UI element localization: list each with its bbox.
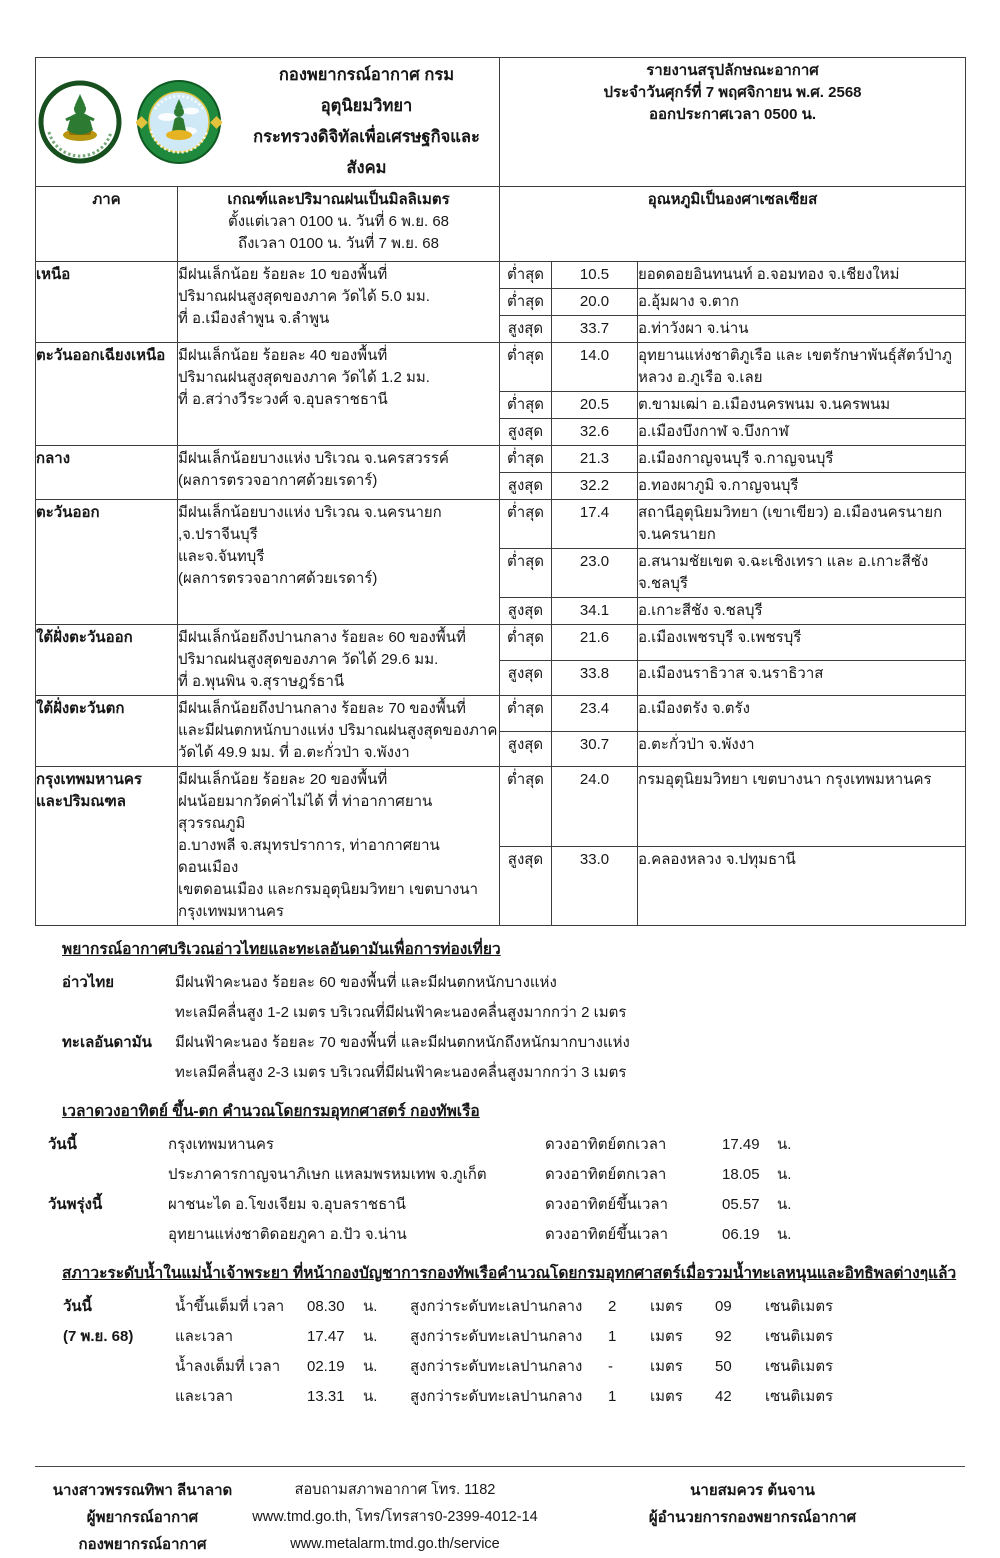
water-item: และเวลา: [175, 1328, 234, 1345]
water-day-label: วันนี้: [63, 1298, 92, 1315]
temp-value: 32.6: [552, 419, 638, 446]
sun-event: ดวงอาทิตย์ขึ้นเวลา: [545, 1196, 669, 1213]
sun-row: [48, 1160, 965, 1190]
rain-summary: [178, 767, 500, 926]
water-cm-unit: เซนติเมตร: [765, 1358, 834, 1375]
temp-location: อ.เกาะสีชัง จ.ชลบุรี: [638, 598, 966, 625]
water-row: [63, 1382, 965, 1412]
rain-line: มีฝนเล็กน้อย ร้อยละ 20 ของพื้นที่: [178, 771, 388, 788]
weather-summary-table: [35, 57, 966, 926]
rain-line: ปริมาณฝนสูงสุดของภาค วัดได้ 5.0 มม.: [178, 288, 430, 305]
temp-value: 23.4: [552, 696, 638, 732]
report-title-cell: [500, 58, 966, 187]
temp-type: ต่ำสุด: [500, 500, 552, 549]
temp-location: อ.เมืองนราธิวาส จ.นราธิวาส: [638, 660, 966, 696]
sun-section-heading: เวลาดวงอาทิตย์ ขึ้น-ตก คำนวณโดยกรมอุทกศาสตร์ กองทัพเรือ: [62, 1103, 480, 1120]
temp-value: 32.2: [552, 473, 638, 500]
water-meters-unit: เมตร: [650, 1388, 683, 1405]
rain-line: ที่ อ.พุนพิน จ.สุราษฎร์ธานี: [178, 673, 345, 690]
rain-summary: [178, 343, 500, 446]
temp-location: อ.สนามชัยเขต จ.ฉะเชิงเทรา และ อ.เกาะสีชัง จ.ชลบุรี: [638, 549, 966, 598]
temp-type: ต่ำสุด: [500, 549, 552, 598]
water-cm: 92: [715, 1328, 732, 1345]
org-title-line1: กองพยากรณ์อากาศ กรมอุตุนิยมวิทยา: [278, 66, 455, 115]
forecaster-name: นางสาวพรรณทิพา ลีนาลาด: [52, 1482, 233, 1499]
sun-day-label: วันพรุ่งนี้: [48, 1196, 103, 1213]
org-cell: [36, 58, 500, 187]
sea-area-label: [62, 998, 175, 1028]
water-meters: 2: [608, 1298, 617, 1315]
temp-location: กรมอุตุนิยมวิทยา เขตบางนา กรุงเทพมหานคร: [638, 767, 966, 847]
temp-location: ต.ขามเฒ่า อ.เมืองนครพนม จ.นครพนม: [638, 392, 966, 419]
sea-forecast-text: มีฝนฟ้าคะนอง ร้อยละ 70 ของพื้นที่ และมีฝนตกหนักถึงหนักมากบางแห่ง: [175, 1034, 630, 1051]
sun-day-label: [48, 1220, 168, 1250]
water-time-unit: น.: [363, 1328, 378, 1345]
sun-day-label: วันนี้: [48, 1136, 77, 1153]
report-title: รายงานสรุปลักษณะอากาศ: [646, 62, 819, 79]
rain-line: มีฝนเล็กน้อยถึงปานกลาง ร้อยละ 60 ของพื้นที่: [178, 629, 466, 646]
region-name-line: กรุงเทพมหานคร: [36, 771, 142, 788]
sea-forecast-section: [35, 938, 965, 1088]
sun-row: [48, 1190, 965, 1220]
temp-value: 20.0: [552, 289, 638, 316]
water-meters-unit: เมตร: [650, 1298, 683, 1315]
sun-time-unit: น.: [777, 1166, 792, 1183]
temp-type: ต่ำสุด: [500, 446, 552, 473]
temp-value: 30.7: [552, 731, 638, 767]
column-header-row: [36, 187, 966, 262]
sun-time: 18.05: [722, 1166, 760, 1183]
rain-line: เขตดอนเมือง และกรมอุตุนิยมวิทยา เขตบางนา: [178, 881, 479, 898]
rain-line: ที่ อ.สว่างวีระวงศ์ จ.อุบลราชธานี: [178, 391, 388, 408]
temp-value: 10.5: [552, 262, 638, 289]
rain-line: (ผลการตรวจอากาศด้วยเรดาร์): [178, 472, 378, 489]
sun-row: [48, 1130, 965, 1160]
ministry-digital-economy-logo: [36, 78, 124, 166]
temp-location: อ.ทองผาภูมิ จ.กาญจนบุรี: [638, 473, 966, 500]
sun-place: ประภาคารกาญจนาภิเษก แหลมพรหมเทพ จ.ภูเก็ต: [168, 1166, 487, 1183]
sun-day-label: [48, 1160, 168, 1190]
sun-place: อุทยานแห่งชาติดอยภูคา อ.ปัว จ.น่าน: [168, 1226, 407, 1243]
temp-type: ต่ำสุด: [500, 625, 552, 661]
temp-value: 33.7: [552, 316, 638, 343]
water-day-label: [63, 1352, 175, 1382]
temp-type: สูงสุด: [500, 419, 552, 446]
region-name: กลาง: [36, 446, 178, 500]
water-time-unit: น.: [363, 1388, 378, 1405]
water-day-label: (7 พ.ย. 68): [63, 1328, 134, 1345]
header-row: [36, 58, 966, 187]
sun-time-unit: น.: [777, 1196, 792, 1213]
director-name: นายสมควร ต้นจาน: [690, 1482, 815, 1499]
rain-header-line2: ตั้งแต่เวลา 0100 น. วันที่ 6 พ.ย. 68: [227, 213, 450, 230]
report-issue-time: ออกประกาศเวลา 0500 น.: [648, 106, 817, 123]
rain-line: มีฝนเล็กน้อยถึงปานกลาง ร้อยละ 70 ของพื้นที่: [178, 700, 466, 717]
sea-row: [62, 1028, 965, 1058]
temp-location: อ.คลองหลวง จ.ปทุมธานี: [638, 846, 966, 926]
table-row: [36, 343, 966, 392]
forecaster-division: กองพยากรณ์อากาศ: [78, 1536, 207, 1553]
temp-type: ต่ำสุด: [500, 392, 552, 419]
temp-location: อ.เมืองกาญจนบุรี จ.กาญจนบุรี: [638, 446, 966, 473]
water-cm-unit: เซนติเมตร: [765, 1388, 834, 1405]
rain-line: ที่ อ.เมืองลำพูน จ.ลำพูน: [178, 310, 330, 327]
rain-line: ฝนน้อยมากวัดค่าไม่ได้ ที่ ท่าอากาศยานสุวรรณภูมิ: [178, 793, 433, 832]
rain-summary: [178, 262, 500, 343]
temperature-column-header: อุณหภูมิเป็นองศาเซลเซียส: [500, 187, 966, 262]
rain-line: มีฝนเล็กน้อย ร้อยละ 10 ของพื้นที่: [178, 266, 388, 283]
rain-summary: [178, 500, 500, 625]
org-title-line2: กระทรวงดิจิทัลเพื่อเศรษฐกิจและสังคม: [253, 128, 480, 177]
temp-value: 33.8: [552, 660, 638, 696]
sun-event: ดวงอาทิตย์ขึ้นเวลา: [545, 1226, 669, 1243]
region-name: ใต้ฝั่งตะวันตก: [36, 696, 178, 767]
temp-location: อ.เมืองเพชรบุรี จ.เพชรบุรี: [638, 625, 966, 661]
temp-value: 24.0: [552, 767, 638, 847]
temp-location: อ.อุ้มผาง จ.ตาก: [638, 289, 966, 316]
temp-type: สูงสุด: [500, 660, 552, 696]
sea-area-label: อ่าวไทย: [62, 974, 115, 991]
rain-line: มีฝนเล็กน้อย ร้อยละ 40 ของพื้นที่: [178, 347, 388, 364]
meteorological-department-logo: [136, 79, 222, 165]
water-row: [63, 1352, 965, 1382]
temp-location: อุทยานแห่งชาติภูเรือ และ เขตรักษาพันธุ์สัตว์ป่าภูหลวง อ.ภูเรือ จ.เลย: [638, 343, 966, 392]
water-time-unit: น.: [363, 1358, 378, 1375]
table-row: [36, 446, 966, 473]
rain-column-header: [178, 187, 500, 262]
water-time: 08.30: [307, 1298, 345, 1315]
temp-location: ยอดดอยอินทนนท์ อ.จอมทอง จ.เชียงใหม่: [638, 262, 966, 289]
weather-report-document: [35, 0, 965, 1558]
rain-line: วัดได้ 49.9 มม. ที่ อ.ตะกั่วป่า จ.พังงา: [178, 744, 410, 761]
region-name: ตะวันออกเฉียงเหนือ: [36, 343, 178, 446]
sun-time: 17.49: [722, 1136, 760, 1153]
water-cm: 09: [715, 1298, 732, 1315]
table-row: [36, 500, 966, 549]
footer-director: [540, 1477, 965, 1558]
temp-value: 21.6: [552, 625, 638, 661]
water-day-label: [63, 1382, 175, 1412]
sea-area-label: [62, 1058, 175, 1088]
water-section-heading: สภาวะระดับน้ำในแม่น้ำเจ้าพระยา ที่หน้ากองบัญชาการกองทัพเรือคำนวณโดยกรมอุทกศาสตร์เมื่อรวมน้ำทะเลหนุนและอิทธิพลต่างๆแล้ว: [62, 1265, 957, 1282]
table-row: [36, 625, 966, 661]
rain-summary: [178, 625, 500, 696]
sun-event: ดวงอาทิตย์ตกเวลา: [545, 1166, 667, 1183]
water-time-unit: น.: [363, 1298, 378, 1315]
temp-type: ต่ำสุด: [500, 289, 552, 316]
report-date: ประจำวันศุกร์ที่ 7 พฤศจิกายน พ.ศ. 2568: [603, 84, 862, 101]
water-phrase: สูงกว่าระดับทะเลปานกลาง: [410, 1298, 583, 1315]
temp-location: อ.เมืองตรัง จ.ตรัง: [638, 696, 966, 732]
temp-value: 34.1: [552, 598, 638, 625]
rain-header-line3: ถึงเวลา 0100 น. วันที่ 7 พ.ย. 68: [238, 235, 439, 252]
sea-forecast-text: ทะเลมีคลื่นสูง 1-2 เมตร บริเวณที่มีฝนฟ้าคะนองคลื่นสูงมากกว่า 2 เมตร: [175, 1004, 627, 1021]
temp-type: สูงสุด: [500, 316, 552, 343]
temp-value: 33.0: [552, 846, 638, 926]
sea-forecast-text: ทะเลมีคลื่นสูง 2-3 เมตร บริเวณที่มีฝนฟ้าคะนองคลื่นสูงมากกว่า 3 เมตร: [175, 1064, 627, 1081]
sun-place: กรุงเทพมหานคร: [168, 1136, 274, 1153]
water-cm-unit: เซนติเมตร: [765, 1298, 834, 1315]
rain-summary: [178, 696, 500, 767]
sea-area-label: ทะเลอันดามัน: [62, 1034, 152, 1051]
rain-line: และมีฝนตกหนักบางแห่ง ปริมาณฝนสูงสุดของภาค: [178, 722, 498, 739]
sea-section-heading: พยากรณ์อากาศบริเวณอ่าวไทยและทะเลอันดามันเพื่อการท่องเที่ยว: [62, 941, 501, 958]
water-meters-unit: เมตร: [650, 1328, 683, 1345]
table-row: [36, 767, 966, 847]
temp-value: 14.0: [552, 343, 638, 392]
temp-type: ต่ำสุด: [500, 343, 552, 392]
temp-type: สูงสุด: [500, 473, 552, 500]
forecaster-title: ผู้พยากรณ์อากาศ: [86, 1509, 199, 1526]
rain-line: กรุงเทพมหานคร: [178, 903, 284, 920]
water-phrase: สูงกว่าระดับทะเลปานกลาง: [410, 1328, 583, 1345]
sun-time-unit: น.: [777, 1136, 792, 1153]
rain-line: อ.บางพลี จ.สมุทรปราการ, ท่าอากาศยานดอนเมือง: [178, 837, 440, 876]
table-row: [36, 262, 966, 289]
region-column-header: ภาค: [36, 187, 178, 262]
water-item: น้ำลงเต็มที่ เวลา: [175, 1358, 281, 1375]
water-row: [63, 1322, 965, 1352]
water-time: 02.19: [307, 1358, 345, 1375]
rain-summary: [178, 446, 500, 500]
water-cm: 50: [715, 1358, 732, 1375]
temp-location: อ.ท่าวังผา จ.น่าน: [638, 316, 966, 343]
sun-times-section: [35, 1100, 965, 1250]
temp-location: อ.เมืองบึงกาฬ จ.บึงกาฬ: [638, 419, 966, 446]
sea-forecast-text: มีฝนฟ้าคะนอง ร้อยละ 60 ของพื้นที่ และมีฝนตกหนักบางแห่ง: [175, 974, 557, 991]
contact-phone: สอบถามสภาพอากาศ โทร. 1182: [294, 1482, 496, 1498]
sea-row: [62, 968, 965, 998]
water-cm: 42: [715, 1388, 732, 1405]
temp-value: 21.3: [552, 446, 638, 473]
temp-location: อ.ตะกั่วป่า จ.พังงา: [638, 731, 966, 767]
sea-row: [62, 998, 965, 1028]
temp-type: สูงสุด: [500, 846, 552, 926]
temp-type: ต่ำสุด: [500, 696, 552, 732]
temp-location: สถานีอุตุนิยมวิทยา (เขาเขียว) อ.เมืองนครนายก จ.นครนายก: [638, 500, 966, 549]
temp-value: 23.0: [552, 549, 638, 598]
org-title: [234, 60, 499, 184]
temp-type: ต่ำสุด: [500, 767, 552, 847]
water-meters-unit: เมตร: [650, 1358, 683, 1375]
rain-line: ปริมาณฝนสูงสุดของภาค วัดได้ 29.6 มม.: [178, 651, 439, 668]
footer-forecaster: [35, 1477, 250, 1558]
contact-service-url: www.metalarm.tmd.go.th/service: [290, 1536, 500, 1552]
sun-event: ดวงอาทิตย์ตกเวลา: [545, 1136, 667, 1153]
rain-line: มีฝนเล็กน้อยบางแห่ง บริเวณ จ.นครนายก ,จ.ปราจีนบุรี: [178, 504, 442, 543]
director-title: ผู้อำนวยการกองพยากรณ์อากาศ: [648, 1509, 857, 1526]
sun-time-unit: น.: [777, 1226, 792, 1243]
water-phrase: สูงกว่าระดับทะเลปานกลาง: [410, 1358, 583, 1375]
temp-type: สูงสุด: [500, 598, 552, 625]
sun-time: 05.57: [722, 1196, 760, 1213]
water-phrase: สูงกว่าระดับทะเลปานกลาง: [410, 1388, 583, 1405]
region-name-line: และปริมณฑล: [36, 793, 126, 810]
region-name: ตะวันออก: [36, 500, 178, 625]
temp-type: สูงสุด: [500, 731, 552, 767]
rain-line: และจ.จันทบุรี: [178, 548, 265, 565]
rain-line: ปริมาณฝนสูงสุดของภาค วัดได้ 1.2 มม.: [178, 369, 430, 386]
water-meters: 1: [608, 1328, 617, 1345]
water-level-section: [35, 1262, 965, 1412]
water-item: และเวลา: [175, 1388, 234, 1405]
rain-line: (ผลการตรวจอากาศด้วยเรดาร์): [178, 570, 378, 587]
document-footer: [35, 1466, 965, 1558]
table-row: [36, 696, 966, 732]
water-time: 17.47: [307, 1328, 345, 1345]
water-time: 13.31: [307, 1388, 345, 1405]
sea-row: [62, 1058, 965, 1088]
water-meters: -: [608, 1358, 613, 1375]
temp-type: ต่ำสุด: [500, 262, 552, 289]
temp-value: 20.5: [552, 392, 638, 419]
water-item: น้ำขึ้นเต็มที่ เวลา: [175, 1298, 285, 1315]
sun-row: [48, 1220, 965, 1250]
water-cm-unit: เซนติเมตร: [765, 1328, 834, 1345]
footer-contact: [250, 1477, 540, 1558]
region-name: ใต้ฝั่งตะวันออก: [36, 625, 178, 696]
rain-header-line1: เกณฑ์และปริมาณฝนเป็นมิลลิเมตร: [227, 191, 450, 208]
contact-website: www.tmd.go.th, โทร/โทรสาร0-2399-4012-14: [252, 1509, 538, 1525]
region-name: [36, 767, 178, 926]
water-meters: 1: [608, 1388, 617, 1405]
sun-place: ผาชนะได อ.โขงเจียม จ.อุบลราชธานี: [168, 1196, 406, 1213]
temp-value: 17.4: [552, 500, 638, 549]
water-row: [63, 1292, 965, 1322]
rain-line: มีฝนเล็กน้อยบางแห่ง บริเวณ จ.นครสวรรค์: [178, 450, 449, 467]
region-name: เหนือ: [36, 262, 178, 343]
sun-time: 06.19: [722, 1226, 760, 1243]
